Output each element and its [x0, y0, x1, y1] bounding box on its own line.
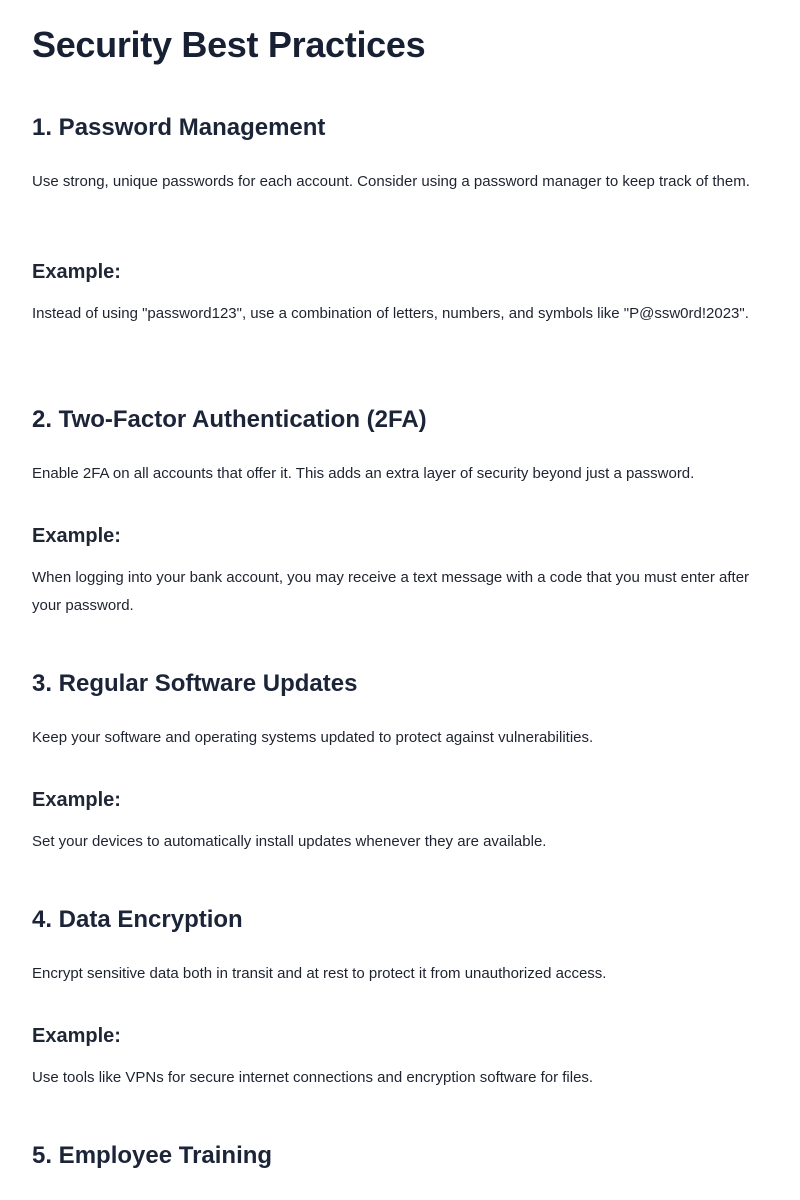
- section-heading: 4. Data Encryption: [32, 906, 243, 933]
- section-description: Encrypt sensitive data both in transit and at rest to protect it from unauthorized access.: [32, 965, 607, 982]
- section-employee-training: [32, 1140, 768, 1180]
- section-heading: 1. Password Management: [32, 114, 326, 141]
- section-password-management: [32, 112, 768, 362]
- section-heading: 5. Employee Training: [32, 1142, 273, 1169]
- example-heading: Example:: [32, 261, 121, 283]
- section-description: Use strong, unique passwords for each account. Consider using a password manager to keep track of them.: [32, 173, 750, 190]
- example-text: Instead of using "password123", use a combination of letters, numbers, and symbols like "P@ssw0rd!2023".: [32, 305, 749, 322]
- section-data-encryption: [32, 904, 768, 1094]
- section-description: Enable 2FA on all accounts that offer it. This adds an extra layer of security beyond just a password.: [32, 465, 695, 482]
- example-text: When logging into your bank account, you may receive a text message with a code that you must enter after your password.: [32, 569, 750, 614]
- example-heading: Example:: [32, 525, 121, 547]
- page-title: Security Best Practices: [32, 24, 426, 65]
- section-description: Keep your software and operating systems updated to protect against vulnerabilities.: [32, 729, 594, 746]
- example-text: Use tools like VPNs for secure internet connections and encryption software for files.: [32, 1069, 594, 1086]
- section-heading: 3. Regular Software Updates: [32, 670, 358, 697]
- example-heading: Example:: [32, 1025, 121, 1047]
- section-heading: 2. Two-Factor Authentication (2FA): [32, 406, 427, 433]
- example-text: Set your devices to automatically install updates whenever they are available.: [32, 833, 547, 850]
- example-heading: Example:: [32, 789, 121, 811]
- section-two-factor-authentication: [32, 404, 768, 624]
- section-regular-software-updates: [32, 668, 768, 858]
